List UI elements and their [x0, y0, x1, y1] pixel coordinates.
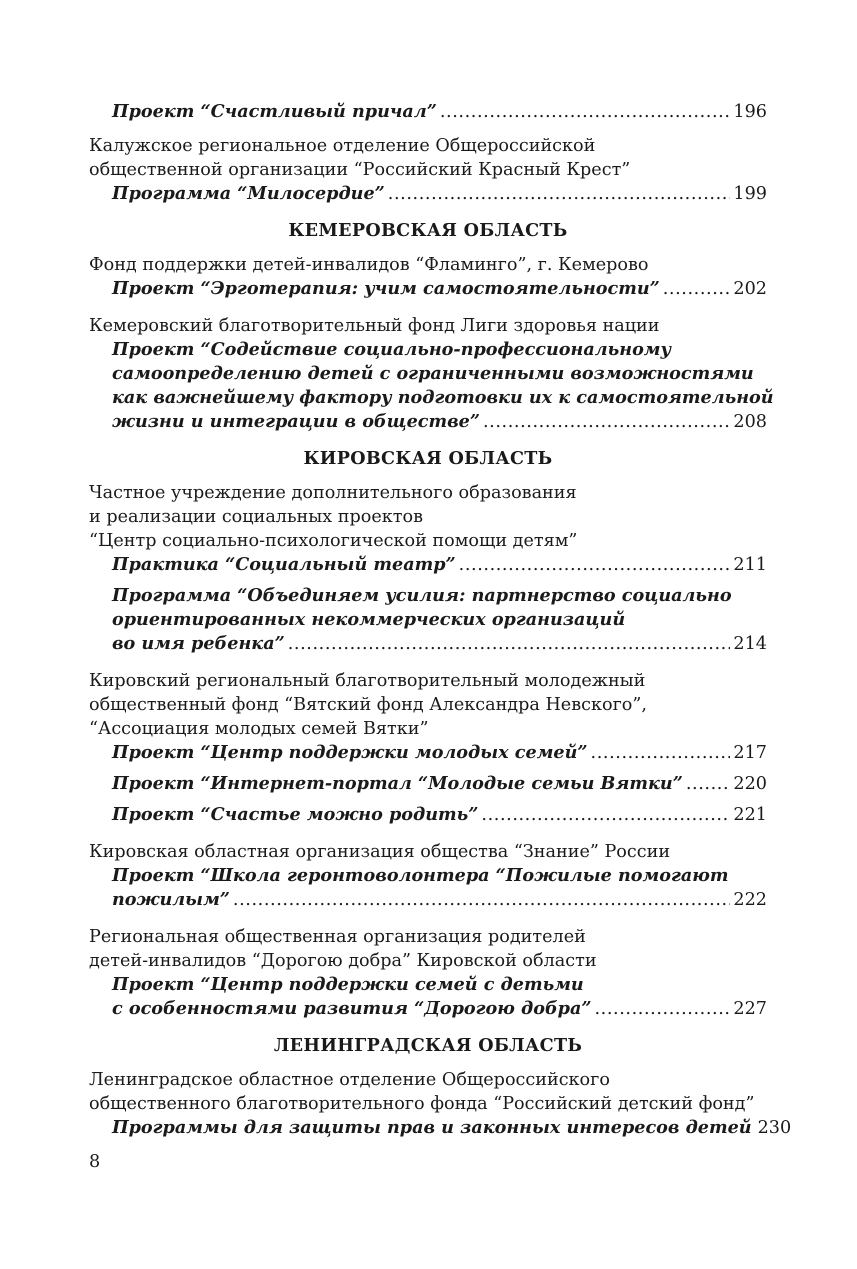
org-name-line: общественной организации “Российский Красный Крест” [89, 160, 631, 180]
toc-page-number: 222 [733, 890, 767, 910]
leader-dots [233, 888, 730, 912]
toc-page-number: 230 [757, 1118, 792, 1138]
toc-entry-title-line: Программа “Объединяем усилия: партнерство социально [112, 585, 732, 606]
toc-entry-title: пожилым” [112, 889, 230, 910]
toc-page-number: 208 [733, 412, 767, 432]
org-group [89, 314, 774, 434]
toc-page-number: 217 [733, 743, 767, 763]
toc-entry-title-line: Проект “Содействие социально-профессиональному [112, 339, 672, 360]
section-heading-kemerovo: КЕМЕРОВСКАЯ ОБЛАСТЬ [288, 220, 568, 241]
org-name-line: Частное учреждение дополнительного образования [89, 483, 577, 503]
toc-entry[interactable] [89, 553, 767, 577]
toc-entry-title: Проект “Счастье можно родить” [112, 804, 479, 825]
toc-entry-title-line: Проект “Центр поддержки семей с детьми [112, 974, 584, 995]
toc-entry-multiline[interactable] [89, 338, 774, 410]
org-group [89, 669, 767, 827]
org-name-line: общественный фонд “Вятский фонд Александра Невского”, [89, 695, 647, 715]
leader-dots [483, 410, 730, 434]
org-name-line: Фонд поддержки детей-инвалидов “Фламинго”, г. Кемерово [89, 255, 649, 275]
leader-dots [595, 997, 731, 1021]
toc-page-number: 214 [733, 634, 767, 654]
toc-page-number: 202 [733, 279, 767, 299]
toc-entry-multiline[interactable] [89, 584, 767, 632]
leader-dots [591, 741, 731, 765]
toc-entry-title: с особенностями развития “Дорогою добра” [112, 998, 592, 1019]
toc-entry[interactable] [89, 888, 767, 912]
toc-entry-title: жизни и интеграции в обществе” [112, 411, 480, 432]
org-name-line: Кемеровский благотворительный фонд Лиги здоровья нации [89, 316, 660, 336]
toc-entry[interactable] [89, 632, 767, 656]
org-group [89, 253, 767, 301]
leader-dots [440, 100, 731, 124]
page-number: 8 [89, 1152, 101, 1172]
toc-page-number: 227 [733, 999, 767, 1019]
toc-entry[interactable] [89, 410, 767, 434]
org-name-line: Кировский региональный благотворительный молодежный [89, 671, 646, 691]
table-of-contents [89, 100, 792, 1153]
toc-entry-title-line: ориентированных некоммерческих организаций [112, 609, 626, 630]
section-heading-leningrad: ЛЕНИНГРАДСКАЯ ОБЛАСТЬ [273, 1035, 583, 1056]
leader-dots [663, 277, 731, 301]
leader-dots [686, 772, 731, 796]
toc-page-number: 221 [733, 805, 767, 825]
toc-entry-title-line: как важнейшему фактору подготовки их к самостоятельной [112, 387, 774, 408]
toc-entry-title: Программа “Милосердие” [112, 183, 385, 204]
org-name-line: Ленинградское областное отделение Общероссийского [89, 1070, 610, 1090]
toc-page-number: 211 [733, 555, 767, 575]
org-group [89, 481, 767, 656]
leader-dots [288, 632, 731, 656]
org-group [89, 1068, 792, 1140]
org-name-line: общественного благотворительного фонда “Российский детский фонд” [89, 1094, 755, 1114]
toc-entry[interactable] [89, 277, 767, 301]
org-name-line: Калужское региональное отделение Общероссийской [89, 136, 596, 156]
org-group [89, 134, 767, 206]
org-name-line: Кировская областная организация общества “Знание” России [89, 842, 671, 862]
leader-dots [459, 553, 731, 577]
toc-entry-title: Проект “Интернет-портал “Молодые семьи Вятки” [112, 773, 683, 794]
toc-entry-title-line: самоопределению детей с ограниченными возможностями [112, 363, 754, 384]
toc-entry[interactable] [89, 772, 767, 796]
org-name-line: и реализации социальных проектов [89, 507, 424, 527]
section-heading-kirov: КИРОВСКАЯ ОБЛАСТЬ [303, 448, 553, 469]
toc-entry-title: Проект “Центр поддержки молодых семей” [112, 742, 588, 763]
org-name-line: Региональная общественная организация родителей [89, 927, 586, 947]
toc-entry-title: Практика “Социальный театр” [112, 554, 456, 575]
org-name-line: “Центр социально-психологической помощи детям” [89, 531, 578, 551]
toc-entry[interactable] [89, 741, 767, 765]
toc-entry-multiline[interactable] [89, 973, 767, 997]
toc-entry[interactable] [89, 182, 767, 206]
toc-entry-title: Проект “Счастливый причал” [112, 101, 437, 122]
toc-page-number: 220 [733, 774, 767, 794]
toc-entry-multiline[interactable] [89, 864, 767, 888]
toc-entry[interactable] [89, 1116, 792, 1140]
toc-entry[interactable] [89, 997, 767, 1021]
leader-dots [388, 182, 731, 206]
toc-entry-title-line: Проект “Школа геронтоволонтера “Пожилые помогают [112, 865, 729, 886]
toc-page-number: 199 [733, 184, 767, 204]
org-name-line: “Ассоциация молодых семей Вятки” [89, 719, 429, 739]
toc-page-number: 196 [733, 102, 767, 122]
toc-entry-title: во имя ребенка” [112, 633, 285, 654]
org-name-line: детей-инвалидов “Дорогою добра” Кировской области [89, 951, 597, 971]
toc-entry-title: Проект “Эрготерапия: учим самостоятельности” [112, 278, 660, 299]
leader-dots [481, 803, 730, 827]
toc-entry-title: Программы для защиты прав и законных интересов детей [112, 1117, 752, 1138]
toc-entry[interactable] [89, 100, 767, 124]
org-group [89, 925, 767, 1021]
org-group [89, 840, 767, 912]
toc-entry[interactable] [89, 803, 767, 827]
